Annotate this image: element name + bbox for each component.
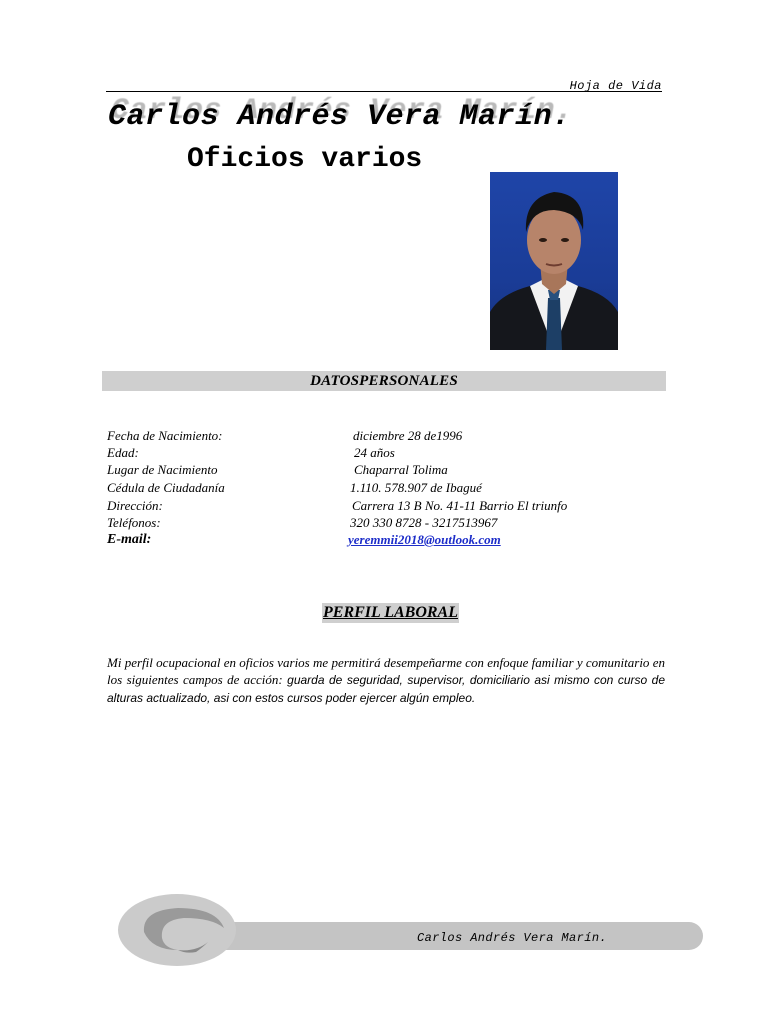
age-label: Edad:: [107, 445, 139, 460]
birthdate-value: diciembre 28 de1996: [353, 428, 463, 443]
person-silhouette-icon: [490, 172, 618, 350]
data-row-address: [107, 498, 667, 515]
candidate-name: Carlos Andrés Vera Marín.: [108, 100, 571, 134]
phones-label: Teléfonos:: [107, 515, 161, 530]
address-label: Dirección:: [107, 498, 163, 513]
email-label: E-mail:: [107, 532, 152, 547]
work-profile-heading: PERFIL LABORAL: [323, 604, 458, 621]
personal-data-section-header: [102, 371, 666, 391]
personal-data-heading: DATOSPERSONALES: [310, 373, 458, 389]
birthplace-value: Chaparral Tolima: [354, 462, 448, 477]
email-link[interactable]: yeremmii2018@outlook.com: [348, 532, 501, 547]
data-row-email: [107, 532, 667, 549]
birthplace-label: Lugar de Nacimiento: [107, 462, 218, 477]
id-card-label: Cédula de Ciudadanía: [107, 480, 225, 495]
id-card-value: 1.110. 578.907 de Ibagué: [350, 480, 482, 495]
profile-photo: [490, 172, 618, 350]
phones-value: 320 330 8728 - 3217513967: [350, 515, 498, 530]
work-profile-text-serif: Mi perfil ocupacional en oficios varios me permitirá desempeñarme con enfoque familiar y comunitario en los siguientes campos de acción:: [107, 655, 665, 687]
work-profile-section-header: [322, 603, 459, 623]
address-value: Carrera 13 B No. 41-11 Barrio El triunfo: [352, 498, 568, 513]
birthdate-label: Fecha de Nacimiento:: [107, 428, 223, 443]
candidate-subtitle: Oficios varios: [187, 144, 423, 175]
data-row-birthplace: [107, 462, 667, 479]
data-row-age: [107, 445, 667, 462]
footer-name: Carlos Andrés Vera Marín.: [417, 931, 608, 945]
document-type: Hoja de Vida: [569, 79, 662, 93]
data-row-id-card: [107, 480, 667, 497]
work-profile-text: [107, 654, 665, 707]
age-value: 24 años: [354, 445, 395, 460]
data-row-birthdate: [107, 428, 667, 445]
footer-swirl-icon: [138, 902, 230, 956]
work-profile-text-sans: guarda de seguridad, supervisor, domiciliario asi mismo con curso de alturas actualizado, asi con estos cursos poder ejercer algún empleo.: [107, 673, 665, 705]
data-row-phones: [107, 515, 667, 532]
